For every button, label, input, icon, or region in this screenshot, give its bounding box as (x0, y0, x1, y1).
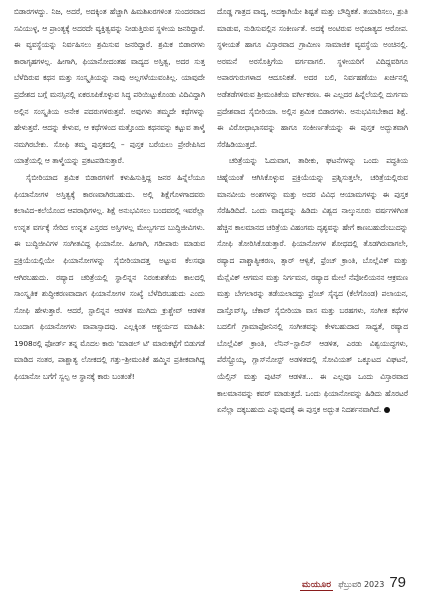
article-paragraph: ಸೈಬೀರಿಯಾದ ಶ್ರಮಿಕ ಬಿಡಾರಗಳಿಗೆ ಕಳುಹಿಸುತ್ತಿದ್ದ ಜನರ ಹಿನ್ನೆಲೆಯೂ ಫಿಯಾನೋಗಳ ಅಸ್ತಿತ್ವಕ್ಕೆ ಕಾರಣವಾಗಿರಬಹುದು. ಅಲ್ಲಿ ಶಿಕ್ಷೆಗೊಳಗಾದವರು ಕಲಾವಿದ–ಕಲೆಯೊಂದ ಆಪರಾಧಿಗಳಲ್ಲ. ಶಿಕ್ಷೆ ಅನುಭವಿಸಲು ಬಂದವರಲ್ಲಿ ಇವರೆಲ್ಲಾ ಉನ್ನತ ವರ್ಗಕ್ಕೆ ಸೇರಿದ ಉನ್ನತ ಎಸ್ತರದ ಅಸ್ತಿಗಳಲ್ಲ ಮೇಲ್ವರ್ಗದ ಬುದ್ಧಿಜೀವಿಗಳು. ಈ ಬುದ್ಧಿಜೀವಿಗಳ ಸಂಗೀತವಿದ್ದ ಫಿಯಾನೋ. ಹೀಗಾಗಿ, ಗಡೀಪಾರು ಮಾಡುವ ಪ್ರಕ್ರಿಯೆಯಲ್ಲಿಯೇ ಫಿಯಾನೋಗಳನ್ನು ಸೈಬೀರಿಯಾದತ್ತ ಅಟ್ಟುವ ಕೆಲಸವೂ ಆಗಿರಬಹುದು. ರಷ್ಯಾದ ಚರಿತ್ರೆಯಲ್ಲಿ ಸ್ಥಾಲಿನ್ನನ ನಿರಂಕುಶತೆಯ ಕಾಲದಲ್ಲಿ ಸಾಂಸ್ಕೃತಿಕ ಶುದ್ಧೀಕರಣವಾದಾಗ ಫಿಯಾನೋಗಳ ಸಂಖ್ಯೆ ಬೆಳೆದಿರಬಹುದು ಎಂದು ಸೋಫಿ ಹೇಳುತ್ತಾರೆ. ಆದರೆ, ಸ್ಟಾಲಿನ್ನನ ಆಡಳಿತ ಮುಗಿದು ಕ್ರುಶ್ಚೇವ್ ಆಡಳಿತ ಬಂದಾಗ ಫಿಯಾನೋಗಳು ವಾಪಾಸ್ಸಾದವು. ಎಲ್ಲಕ್ಕಿಂತ ಆಶ್ಚರ್ಯದ ಮಾಹಿತಿ: 1908ರಲ್ಲಿ ಫೋರ್ಡ್‌ ತನ್ನ ಮೊದಲ ಕಾರು 'ಮಾಡಲ್ ಟಿ' ಮಾರುಕಟ್ಟೆಗೆ ಬಿಡುಗಡೆ ಮಾಡಿದ ನಂತರ, ಪಾಶ್ಚಾತ್ಯ ಲೋಕದಲ್ಲಿ ಗತ್ತು–ಶ್ರೀಮಂತಿಕೆ ಹಮ್ಮಿನ ಪ್ರತೀಕವಾಗಿದ್ದ ಫಿಯಾನೋ ಬಗೆಗೆ ಸ್ವಲ್ಪ ಆ ಸ್ಥಾನಕ್ಕೆ ಕಾರು ಬಂತಂತೆ! (14, 172, 205, 382)
left-column (14, 4, 205, 556)
article-paragraph-text: ಚರಿತ್ರೆಯನ್ನು ಓದುವಾಗ, ತಾರೀಕು, ಘಟನೆಗಳನ್ನು ಒಂದು ಪದ್ಧತಿಯ ಚಿಹ್ನೆಯಂತೆ ಆಗಿಸಿಕೊಳ್ಳುವ ಪ್ರಕ್ರಿಯೆಯನ್ನು ಪ್ರಶ್ನಿಸುತ್ತಲೇ, ಚರಿತ್ರೆಯಲ್ಲಿರುವ ಮಾನವೀಯ ಅಂಶಗಳನ್ನು ಮತ್ತು ಅದರ ವಿವಿಧ ಆಯಾಮಗಳನ್ನು ಈ ಪುಸ್ತಕ ಸೆರೆಹಿಡಿದಿದೆ. ಒಂದು ವಾದ್ಯವನ್ನು ಹಿಡಿದು ವಿಶ್ವದ ನಾಲ್ಕುನೂರು ವರ್ಷಗಳಿಗಿಂತ ಹೆಚ್ಚಿನ ಕಾಲಮಾನದ ಚರಿತ್ರೆಯ ವಿಹಂಗಮ ದೃಶ್ಯವನ್ನು ಹೇಗೆ ಕಾಣಬಹುದೆಂಬುದನ್ನು ಸೋಫಿ ತೋರಿಸಿಕೊಡುತ್ತಾರೆ. ಫಿಯಾನೋಗಳ ಶೋಧದಲ್ಲಿ ತೊಡಗಿರುವಾಗಲೇ, ರಷ್ಯಾದ ಪಾಶ್ಚಾತ್ಯೀಕರಣ, ತ್ಸಾರ್ ಆಳ್ವಿಕೆ, ಫ್ರೆಂಚ್ ಕ್ರಾಂತಿ, ಬೊಲ್ಲೆವಿಕ್ ಮತ್ತು ಮೆನ್ಷೆವಿಕ್ ಆಗಮನ ಮತ್ತು ನಿರ್ಗಮನ, ರಷ್ಯಾದ ಮೇಲೆ ನೆಪೋಲಿಯನನ ಆಕ್ರಮಣ ಮತ್ತು ಬೇಗಲಾರನ್ನು ತಡೆಯಲಾದದ್ದು ಫ್ರೆಂಚ್ ಸೈನ್ಯದ (ಕೆಲೆಗೊಂಡ) ಪಲಾಯನ, ದಾಸ್ತೊವ್‌ಸ್ಕಿ, ಚೆಕಾವ್ ಸೈಬೀರಿಯಾ ವಾಸ ಮತ್ತು ಬರಹಗಳು, ಸಂಗೀತ ಕಥೆಗಳ ಬದಲಿಗೆ ಗ್ರಾಮಾಫೋನಿನಲ್ಲಿ ಸಂಗೀತವನ್ನು ಕೇಳಬಹುದಾದ ಸಾಧ್ಯತೆ, ರಷ್ಯಾದ ಬೊಲ್ಲೆವಿಕ್ ಕ್ರಾಂತಿ, ಲೆನಿನ್–ಸ್ಟಾಲಿನ್ ಆಡಳಿತ, ಎರಡು ವಿಶ್ವಯುದ್ಧಗಳು, ಪೆರೆಸ್ಟ್ರೊಯ್ಕ, ಗ್ಲಾಸ್‌ನೋಸ್ಟ್ ಅಡಳಿತದಲ್ಲಿ ಸೋವಿಯತ್ ಒಕ್ಕೂಟದ ವಿಘಟನೆ, ಯೆಲ್ಸಿನ್ ಮತ್ತು ಪುಟಿನ್ ಆಡಳಿತ... ಈ ಎಲ್ಲವೂ ಒಂದು ವಿಸ್ತಾರವಾದ ಕಾಲಮಾನವನ್ನು ಕವರ್ ಮಾಡುತ್ತದೆ. ಒಂದು ಫಿಯಾನೋವನ್ನು ಹಿಡಿದು ಹೊರಟರೆ ಏನೆಲ್ಲಾ ದಕ್ಕಬಹುದು ಎನ್ನುವುದಕ್ಕೆ ಈ ಪುಸ್ತಕ ಅದ್ಭುತ ನಿದರ್ಶನವಾಗಿದೆ. (217, 156, 408, 415)
page-number: 79 (389, 574, 406, 591)
end-of-article-mark (384, 407, 390, 413)
article-paragraph: ಬಿಡಾರಗಳದ್ದು. ನಿಜ, ಅದರೆ, ಅದಕ್ಕಿಂತ ಹೆಚ್ಚಾಗಿ ಹಿಮಶಿಖರಗಳಿಂತ ಸುಂದರವಾದ ಸವಿಯುಳ್ಳ, ಆ ಪ್ರಾಂತ್ಯಕ್ಕೆ ಅದರದೇ ವ್ಯಕ್ತಿತ್ವವನ್ನು ನೀಡುತ್ತಿರುವ ಸ್ಥಳೀಯ ಜನರಿದ್ದಾರೆ. ಈ ವ್ಯವಸ್ಥೆಯನ್ನು ನಿರ್ವಹಿಸಲು ಶ್ರಮಿಸುವ ಜನರಿದ್ದಾರೆ. ಶ್ರಮಿಕ ಬಿಡಾರಗಳು ಕಾರಾಗೃಹಗಳಲ್ಲ. ಹೀಗಾಗಿ, ಫಿಯಾನೋದಂತಹ ವಾದ್ಯದ ಅಸ್ತಿತ್ವ, ಅದರ ಸುತ್ತ ಬೆಳೆದಿರುವ ಕಥನ ಮತ್ತು ಸಂಸ್ಕೃತಿಯನ್ನು ನಾವು ಅಲ್ಲಗಳೆಯುವಂತಿಲ್ಲ. ಯಾವುದೇ ಪ್ರದೇಶದ ಬಗ್ಗೆ ಮನಸ್ಸಿನಲ್ಲಿ ಏಕರೂಪಿಕೊಳ್ಳುವ ಸಿದ್ಧ ಪರಿಯಿಟ್ಟುಕೊಂಡು ವಿದಿವಿದ್ದಾಗಿ ಅಲ್ಲಿನ ಸಂಸ್ಕೃತಿಯ ಅನೇಕ ಪದರುಗಳಿರುತ್ತವೆ. ಅವುಗಳು ತಮ್ಮದೇ ಕಥೆಗಳನ್ನು ಹೇಳುತ್ತವೆ. ಆದನ್ನು ಕೇಳುವ, ಆ ಕಥೆಗಳಿಂದ ಮತ್ತೊಂದು ಕಥನವನ್ನು ಕಟ್ಟುವ ತಾಳ್ಮೆ ನಮಗಿರಬೇಕು. ಸೋಫಿ ತಮ್ಮ ಪುಸ್ತಕದಲ್ಲಿ – ಪುಸ್ತಕ ಬರೆಯಲು ಪ್ರೇರೇಪಿಸಿದ ಯಾತ್ರೆಯಲ್ಲಿ ಆ ತಾಳ್ಮೆಯನ್ನು ಪ್ರಕಟಪಡಿಸುತ್ತಾರೆ. (14, 7, 205, 166)
article-paragraph (217, 153, 408, 419)
article-body (14, 4, 408, 556)
article-paragraph: ದೊಡ್ಡ ಗಾತ್ರದ ವಾದ್ಯ, ಅದಕ್ಕಾಗಿಯೇ ಶಿಷ್ಟತೆ ಮತ್ತು ಬೌದ್ಧಿಕತೆ. ತಯಾರಿಸಲು, ಶ್ರುತಿ ಮಾಡುವ, ನುಡಿಸುವಲ್ಲಿನ ಸಂಕೀರ್ಣತೆ. ಅದಕ್ಕೆ ಅಂಟಿರುವ ಅಭಿಜಾತ್ಯದ ಆರೋಪ. ಸ್ಥಳೀಯತೆ ಹಾಗೂ ವಿಸ್ತಾರವಾದ ಗ್ರಾಮೀಣ ಸಾಮಾಜಿಕ ವ್ಯವಸ್ಥೆಯ ಅಂಚಿನಲ್ಲಿ. ಅರಮನೆ ಅರಸೊತ್ತಿಗೆಯ ವರ್ಗವಾಗಲಿ. ಸ್ಥಳೀಯರಿಗೆ ವಿದಿದ್ದವರಿಗೂ ಅಪಾರಗುರುಗಳಾದ ಆದೂನಿಕತೆ. ಅದರ ಬಲಿ, ನಿರ್ವಹಣೆಯು ಖರ್ಚಿನಲ್ಲಿ ಅಡೆತಡೆಗಳಿರುವ ಶ್ರೀಮಂತಿಕೆಯ ವರ್ಗೀಕರಣ. ಈ ಎಲ್ಲದರ ಹಿನ್ನೆಲೆಯಲ್ಲಿ ದುರ್ಗಮ ಪ್ರದೇಶವಾದ ಸೈಬೀರಿಯಾ. ಅಲ್ಲಿನ ಶ್ರಮಿಕ ಬಿಡಾರಗಳು. ಅನುಭವಿಸಬೇಕಾದ ಶಿಕ್ಷೆ. ಈ ವಿರೋಧಾಭಾಸವನ್ನು ಹಾಗೂ ಸಂಕೀರ್ಣತೆಯನ್ನು ಈ ಪುಸ್ತಕ ಅದ್ಭುತವಾಗಿ ಸೆರೆಹಿಡಿಯುತ್ತದೆ. (217, 7, 408, 149)
magazine-logo: ಮಯೂರ (301, 580, 332, 590)
issue-date: ಫೆಬ್ರುವರಿ 2023 (338, 580, 385, 589)
page-footer (300, 574, 406, 592)
right-column (217, 4, 408, 556)
